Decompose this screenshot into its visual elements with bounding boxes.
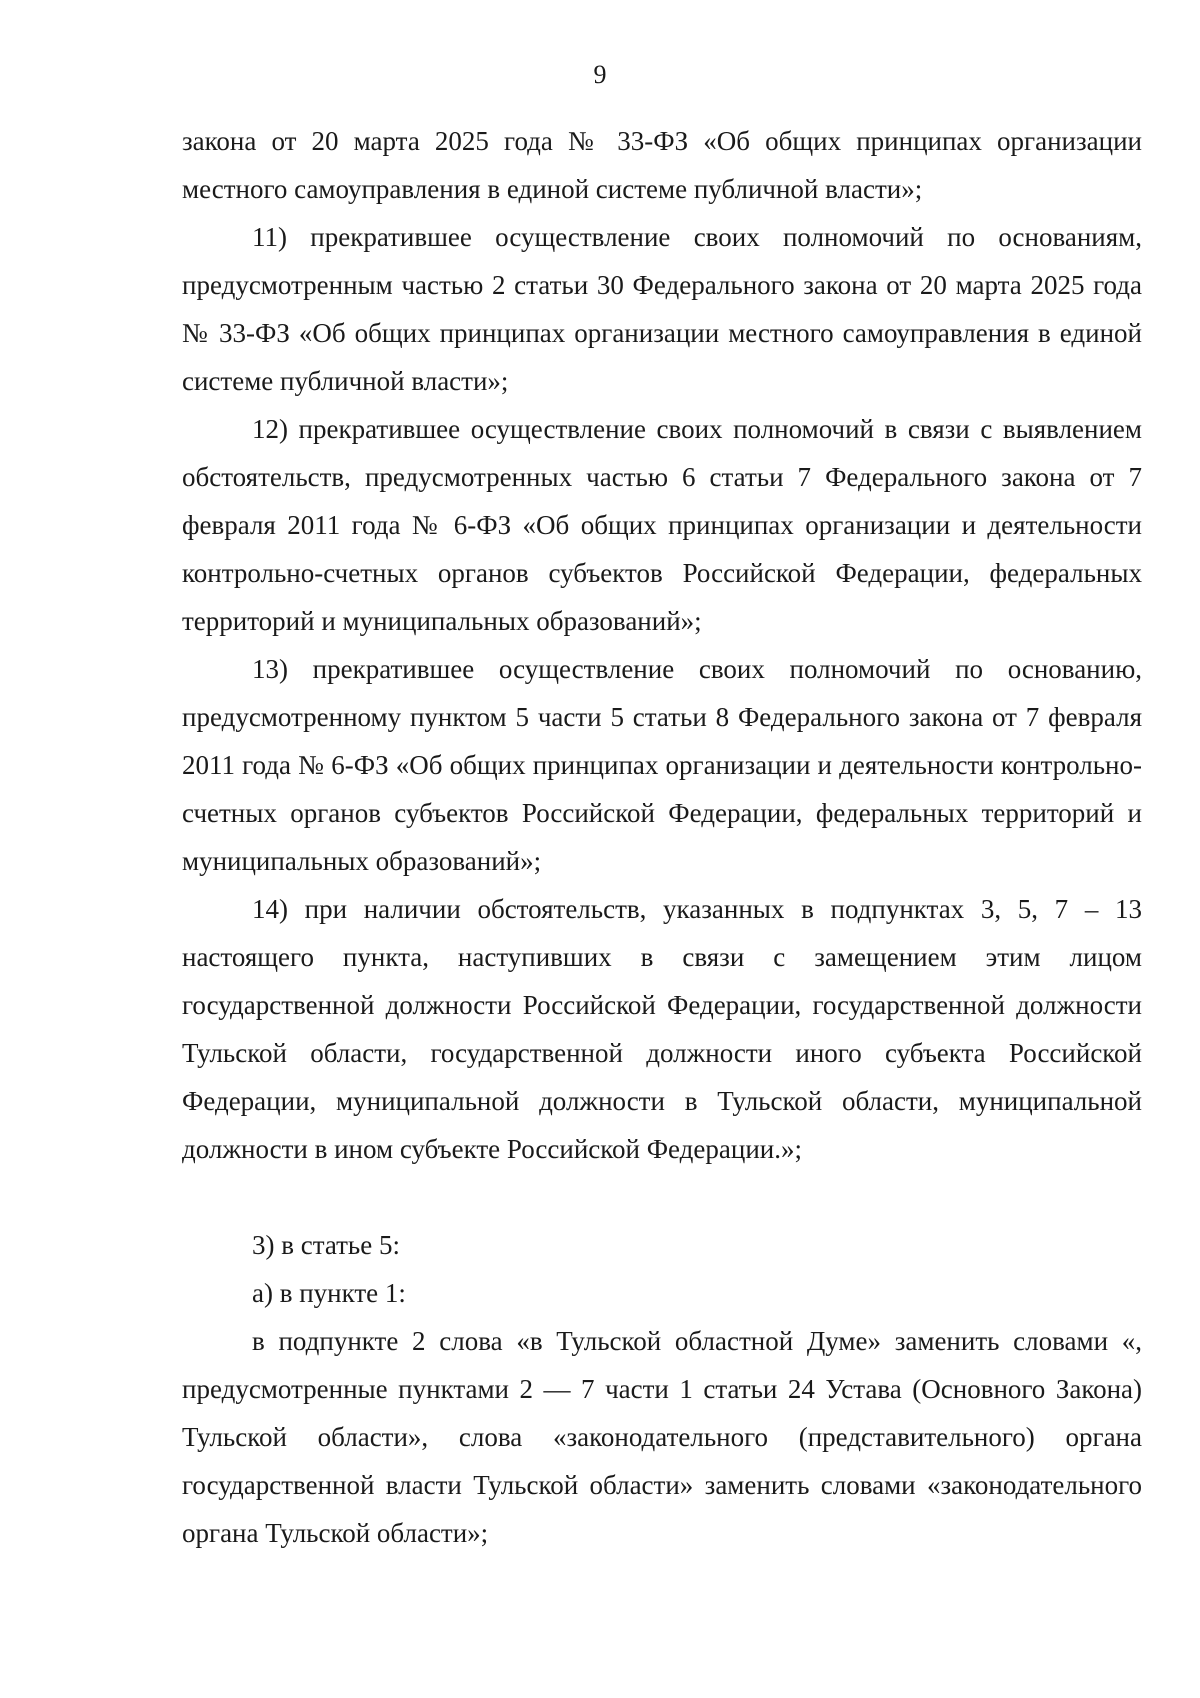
paragraph-subpoint-2: в подпункте 2 слова «в Тульской областной Думе» заменить словами «, предусмотренные пунктами 2 — 7 части 1 статьи 24 Устава (Основного Закона) Тульской области», слова «законодательного (представительного) органа государственной власти Тульской области» заменить словами «законодательного органа Тульской области»; (182, 1326, 1142, 1548)
paragraph-item-14: 14) при наличии обстоятельств, указанных в подпунктах 3, 5, 7 – 13 настоящего пункта, наступивших в связи с замещением этим лицом государственной должности Российской Федерации, государственной должности Тульской области, государственной должности иного субъекта Российской Федерации, муниципальной должности в Тульской области, муниципальной должности в ином субъекте Российской Федерации.»; (182, 894, 1142, 1164)
paragraph-item-13: 13) прекратившее осуществление своих полномочий по основанию, предусмотренному пунктом 5 части 5 статьи 8 Федерального закона от 7 февраля 2011 года № 6-ФЗ «Об общих принципах организации и деятельности контрольно-счетных органов субъектов Российской Федерации, федеральных территорий и муниципальных образований»; (182, 654, 1142, 876)
page-number: 9 (593, 60, 607, 89)
paragraph-item-12: 12) прекратившее осуществление своих полномочий в связи с выявлением обстоятельств, предусмотренных частью 6 статьи 7 Федерального закона от 7 февраля 2011 года № 6-ФЗ «Об общих принципах организации и деятельности контрольно-счетных органов субъектов Российской Федерации, федеральных территорий и муниципальных образований»; (182, 414, 1142, 636)
paragraph-point-1: а) в пункте 1: (252, 1278, 406, 1308)
paragraph-continuation: закона от 20 марта 2025 года № 33-ФЗ «Об общих принципах организации местного самоуправления в единой системе публичной власти»; (182, 126, 1142, 204)
paragraph-item-11: 11) прекратившее осуществление своих полномочий по основаниям, предусмотренным частью 2 статьи 30 Федерального закона от 20 марта 2025 года № 33-ФЗ «Об общих принципах организации местного самоуправления в единой системе публичной власти»; (182, 222, 1142, 396)
paragraph-article-5: 3) в статье 5: (252, 1230, 400, 1260)
document-body (182, 117, 1142, 1557)
